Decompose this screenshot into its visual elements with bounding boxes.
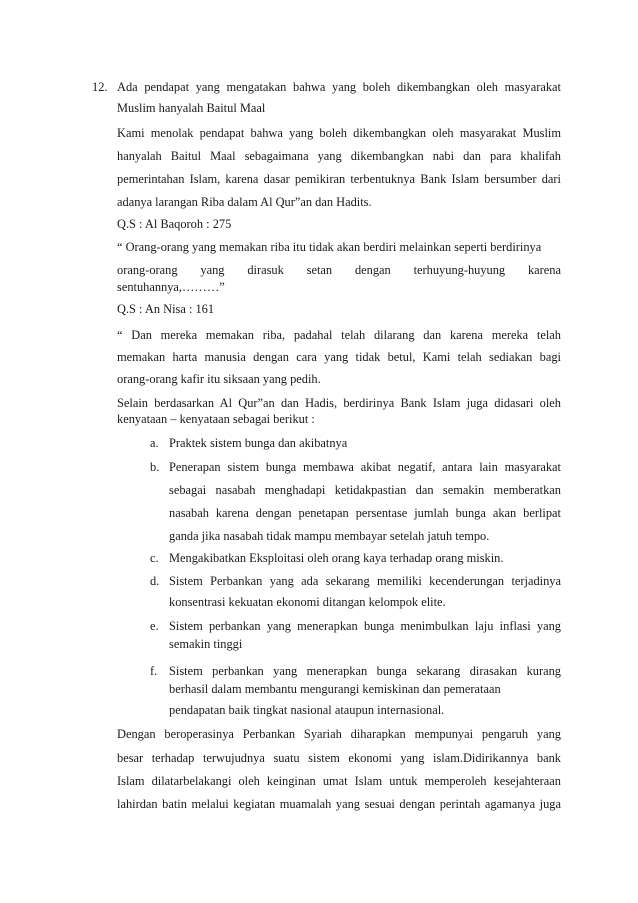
question-line: Ada pendapat yang mengatakan bahwa yang boleh dikembangkan oleh masyarakat	[117, 80, 561, 94]
list-marker: c.	[150, 551, 159, 565]
list-item-line: Mengakibatkan Eksploitasi oleh orang kaya terhadap orang miskin.	[169, 551, 504, 565]
list-marker: e.	[150, 619, 159, 633]
list-item-line: nasabah karena dengan penetapan persentase jumlah bunga akan berlipat	[169, 506, 561, 520]
list-item-line: konsentrasi kekuatan ekonomi ditangan kelompok elite.	[169, 595, 446, 609]
list-item-line: Sistem Perbankan yang ada sekarang memiliki kecenderungan terjadinya	[169, 574, 561, 588]
verse-reference: Q.S : Al Baqoroh : 275	[117, 217, 232, 231]
answer-line: pemerintahan Islam, karena dasar pemikiran terbentuknya Bank Islam bersumber dari	[117, 172, 561, 186]
verse-line: “ Orang-orang yang memakan riba itu tidak akan berdiri melainkan seperti berdirinya	[117, 240, 542, 254]
verse-line: orang-orang yang dirasuk setan dengan terhuyung-huyung karena	[117, 263, 561, 277]
list-item-line: Sistem perbankan yang menerapkan bunga menimbulkan laju inflasi yang	[169, 619, 561, 633]
list-marker: b.	[150, 460, 160, 474]
answer-line: adanya larangan Riba dalam Al Qur”an dan Hadits.	[117, 195, 372, 209]
verse-line: orang-orang kafir itu siksaan yang pedih.	[117, 372, 321, 386]
list-marker: d.	[150, 574, 160, 588]
list-marker: a.	[150, 436, 159, 450]
list-item-line: ganda jika nasabah tidak mampu membayar setelah jatuh tempo.	[169, 529, 490, 543]
closing-line: besar terhadap terwujudnya suatu sistem ekonomi yang islam.Didirikannya bank	[117, 751, 561, 765]
verse-reference: Q.S : An Nisa : 161	[117, 302, 215, 316]
verse-line: sentuhannya,………”	[117, 280, 225, 294]
list-item-line: Penerapan sistem bunga membawa akibat negatif, antara lain masyarakat	[169, 460, 561, 474]
question-line: Muslim hanyalah Baitul Maal	[117, 101, 266, 115]
answer-line: hanyalah Baitul Maal sebagaimana yang dikembangkan nabi dan para khalifah	[117, 149, 561, 163]
list-item-line: berhasil dalam membantu mengurangi kemiskinan dan pemerataan	[169, 682, 501, 696]
closing-line: lahirdan batin melalui kegiatan muamalah yang sesuai dengan perintah agamanya juga	[117, 797, 561, 811]
list-item-line: sebagai nasabah menghadapi ketidakpastian dan semakin memberatkan	[169, 483, 561, 497]
list-item-line: semakin tinggi	[169, 637, 243, 651]
answer-line: Kami menolak pendapat bahwa yang boleh dikembangkan oleh masyarakat Muslim	[117, 126, 561, 140]
list-item-line: pendapatan baik tingkat nasional ataupun internasional.	[169, 703, 445, 717]
intro-line: Selain berdasarkan Al Qur”an dan Hadis, berdirinya Bank Islam juga didasari oleh	[117, 396, 561, 410]
list-item-line: Sistem perbankan yang menerapkan bunga sekarang dirasakan kurang	[169, 664, 561, 678]
intro-line: kenyataan – kenyataan sebagai berikut :	[117, 412, 315, 426]
verse-line: “ Dan mereka memakan riba, padahal telah dilarang dan karena mereka telah	[117, 328, 561, 342]
verse-line: memakan harta manusia dengan cara yang tidak betul, Kami telah sediakan bagi	[117, 350, 561, 364]
question-number: 12.	[92, 80, 108, 94]
closing-line: Islam dilatarbelakangi oleh keinginan umat Islam untuk memperoleh kesejahteraan	[117, 774, 561, 788]
closing-line: Dengan beroperasinya Perbankan Syariah diharapkan mempunyai pengaruh yang	[117, 727, 561, 741]
list-marker: f.	[150, 664, 158, 678]
list-item-line: Praktek sistem bunga dan akibatnya	[169, 436, 348, 450]
